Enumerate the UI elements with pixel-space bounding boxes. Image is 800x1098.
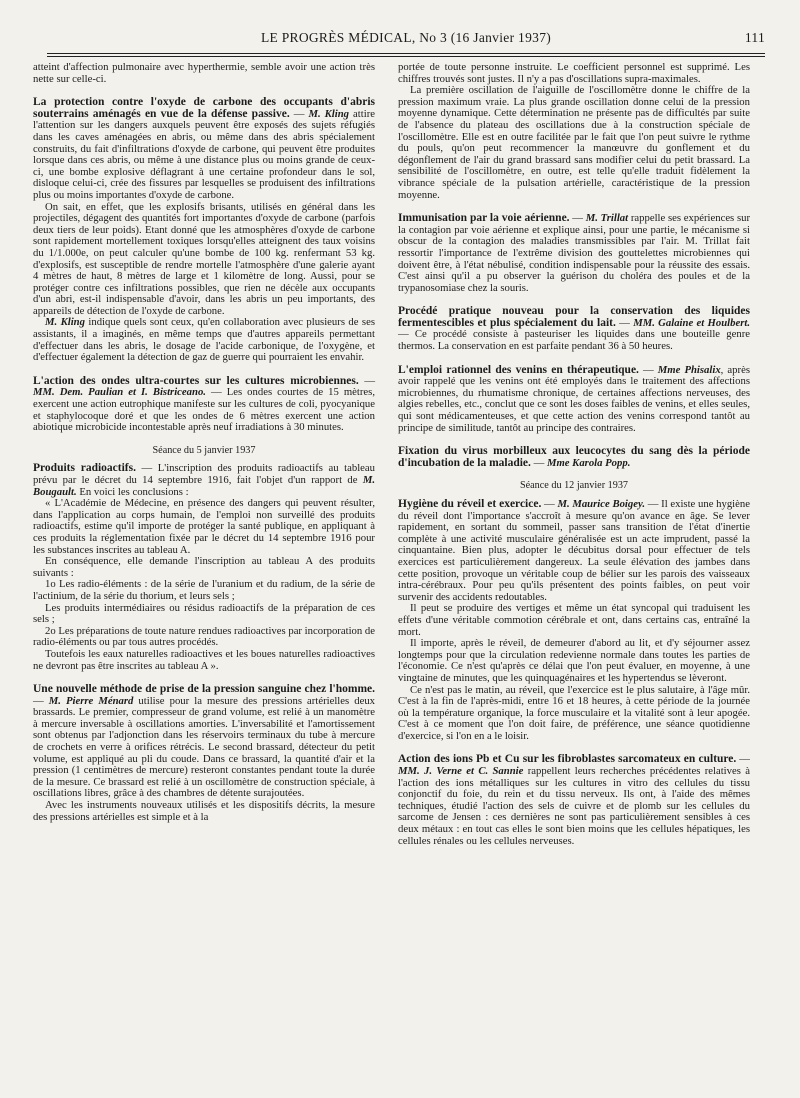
paragraph: Il peut se produire des vertiges et même un état syncopal qui traduisent les effets d'une véritable commotion cérébrale et ont, dans certains cas, entraîné la mort.	[398, 602, 750, 638]
article-heading: L'emploi rationnel des venins en thérapeutique.	[398, 363, 639, 376]
article-venins: L'emploi rationnel des venins en thérapeutique. — Mme Phisalix, après avoir rappelé que les venins ont été employés dans le traitement des affections microbiennes, du rhumatisme chronique, de certaines affections nerveuses, des algies rebelles, etc., conclut que ce sont les doses faibles de venins, et elles seules, qui sont médicamenteuses, et que cette action des venins correspond tantôt au principe de similitude, tantôt au principe des contraires.	[398, 363, 750, 434]
list-item: 2o Les préparations de toute nature rendues radioactives par incorporation de radio-éléments ou par tous autres procédés.	[33, 624, 375, 649]
author-name: M. Kling	[45, 316, 85, 329]
right-column	[398, 62, 750, 847]
paragraph: En voici les conclusions :	[76, 485, 189, 498]
running-header	[47, 30, 765, 50]
paragraph: La première oscillation de l'aiguille de l'oscillomètre donne le chiffre de la pression maximum vraie. La plus grande oscillation donne celui de la pression moyenne dynamique. Cette détermination ne présente pas de difficultés par suite de l'absence du plateau des oscillations due à la construction spéciale de l'oscillomètre. Elle est en outre facilitée par le fait que l'on peut suivre le rythme du pouls, qu'on peut recommencer la manœuvre du gonflement et du dégonflement de l'air du grand brassard sans modifier celui du petit brassard. La sensibilité de l'oscillomètre, en outre, est telle qu'elle traduit fidèlement la vibrance spéciale de la pulsation artérielle, caractéristique de la pression moyenne.	[398, 84, 750, 201]
paragraph: Il importe, après le réveil, de demeurer d'abord au lit, et d'y séjourner assez longtemps pour que la circulation redevienne normale dans toutes les parties de l'économie. Ce n'est qu'après ce délai que l'on peut évaluer, en moyenne, à une vingtaine de minutes, que les quinquagénaires et les hypertendus se lèveront.	[398, 637, 750, 684]
paragraph: , après avoir rappelé que les venins ont été employés dans le traitement des affections microbiennes, du rhumatisme chronique, de certaines affections nerveuses, des algies rebelles, etc., conclut que ce sont les doses faibles de venins, et elles seules, qui sont médicamenteuses, et que cette action des venins correspond tantôt au principe de similitude, tantôt au principe des contraires.	[398, 363, 750, 434]
paragraph: rappelle ses expériences sur la contagion par voie aérienne et explique ainsi, pour une partie, le mécanisme si obscur de la contagion des maladies transmissibles par l'air. M. Trillat fait ressortir l'importance de l'extrême division des gouttelettes microbiennes qui doivent être, à l'état nébulisé, condition indispensable pour la réussite des essais. C'est ainsi qu'il a pu observer la guérison du choléra des poules et de la trypanosomiase chez la souris.	[398, 212, 751, 294]
article-kling: La protection contre l'oxyde de carbone des occupants d'abris souterrains aménagés en vue de la défense passive. — M. Kling attire l'attention sur les dangers auxquels peuvent être exposés des sujets réfugiés dans les caves aménagées en abris, ou même dans des abris spécialement construits, du fait d'infiltrations d'oxyde de carbone, qui peuvent être produites lorsque dans ces abris, ou même à une distance plus ou moins grande de ceux-ci, une bombe explosive déflagrant à une certaine profondeur dans le sol, disloque celui-ci, crée des fissures par lesquelles se produisent des infiltrations plus ou moins importantes d'oxyde de carbone.	[33, 96, 376, 201]
author-name: M. Maurice Boigey.	[557, 498, 646, 510]
article-heading: Fixation du virus morbilleux aux leucocytes du sang dès la période d'incubation de la maladie.	[398, 445, 750, 469]
author-name: M. Pierre Ménard	[48, 694, 134, 707]
paragraph: rappellent leurs recherches précédentes relatives à l'action des ions métalliques sur les cultures in vitro des cellules du tissu conjonctif du foie, du rein et du tissu nerveux. Ils ont, à l'aide des mêmes techniques, étudié l'action des sels de cuivre et de plomb sur les cellules du sarcome de Jensen : ces dernières ne sont pas particulièrement sensibles à ces deux métaux : en tout cas elles le sont bien moins que les cellules hépatiques, les cellules rénales ou les cellules nerveuses.	[398, 765, 750, 847]
article-hygiene: Hygiène du réveil et exercice. — M. Maurice Boigey. — Il existe une hygiène du réveil dont l'importance s'accroît à mesure qu'on avance en âge. Se lever rapidement, en sortant du sommeil, passer sans transition de l'état d'inertie complète à une activité musculaire généralisée est un acte imprudent, passé la cinquantaine. Bien plus, adopter le décubitus dorsal pour effectuer de tels exercices est particulièrement dangereux. La seule élévation des jambes dans cette position, provoque un véritable coup de bélier sur les parois des vaisseaux intra-cérébraux. Pour peu qu'ils présentent des points faibles, on peut voir survenir des accidents redoutables.	[398, 498, 750, 603]
paragraph: En conséquence, elle demande l'inscription au tableau A des produits suivants :	[33, 555, 375, 579]
paragraph: — Ce procédé consiste à pasteuriser les liquides dans une bouteille genre thermos. La conservation en est parfaite pendant 36 à 50 heures.	[398, 328, 750, 353]
article-heading: Une nouvelle méthode de prise de la pression sanguine chez l'homme.	[33, 683, 375, 696]
article-heading: Produits radioactifs.	[33, 462, 136, 475]
article-virus: Fixation du virus morbilleux aux leucocytes du sang dès la période d'incubation de la maladie. — Mme Karola Popp.	[398, 445, 750, 469]
paragraph: indique quels sont ceux, qu'en collaboration avec plusieurs de ses assistants, il a imaginés, en même temps que d'autres appareils permettant d'effectuer dans les abris, le dosage de l'acide carbonique, de l'oxygène, et d'effectuer également la détection de gaz de guerre qui pourraient les envahir.	[33, 316, 375, 364]
author-name: M. Trillat	[585, 212, 629, 225]
list-item: Les produits intermédiaires ou résidus radioactifs de la préparation de ces sels ;	[33, 601, 375, 626]
article-ions: Action des ions Pb et Cu sur les fibroblastes sarcomateux en culture. — MM. J. Verne et C. Sannie rappellent leurs recherches précédentes relatives à l'action des ions métalliques sur les cultures in vitro des cellules du tissu conjonctif du foie, du rein et du tissu nerveux. Ils ont, à l'aide des mêmes techniques, étudié l'action des sels de cuivre et de plomb sur les cellules du sarcome de Jensen : ces dernières ne sont pas particulièrement sensibles à ces deux métaux : en tout cas elles le sont bien moins que les cellules hépatiques, les cellules rénales ou les cellules nerveuses.	[398, 753, 750, 847]
article-heading: Procédé pratique nouveau pour la conservation des liquides fermentescibles et plus spécialement du lait.	[398, 305, 750, 329]
article-pression: Une nouvelle méthode de prise de la pression sanguine chez l'homme. — M. Pierre Ménard utilise pour la mesure des pressions artérielles deux brassards. Le premier, compresseur de grand volume, est relié à un manomètre à mercure inversable à oscillations amorties. L'inversabilité et l'amortissement sont obtenus par l'adjonction dans les réservoirs terminaux du tube à mercure de crochets en verre à orifices rétrécis. Le second brassard, détecteur du petit volume, est appliqué au pli du coude. Dans ce brassard, la quantité d'air et la pression (1 centimètres de mercure) resteront constantes pendant toute la durée de la mesure. Ce brassard est relié à un oscillomètre de construction spéciale, à oscillations libres, grâce à des chambres de détente surajoutées.	[33, 683, 376, 800]
article-ondes: L'action des ondes ultra-courtes sur les cultures microbiennes. — MM. Dem. Paulian et I. Bistriceano. — Les ondes courtes de 15 mètres, exercent une action eutrophique manifeste sur les cultures de coli, pyocyanique et staphylocoque doré et que les ondes de 6 mètres exercent une action abiotique microbicide incontestable après neuf irradiations à 30 minutes.	[33, 374, 375, 434]
quote: « L'Académie de Médecine, en présence des dangers qui peuvent résulter, dans l'application au corps humain, de l'emploi non surveillé des produits radioactifs, estime qu'il importe de protéger la santé publique, en appliquant à ces produits la réglementation fixée par le décret du 14 septembre 1916 pour les substances inscrites au tableau A.	[33, 497, 375, 556]
header-rule-top	[47, 53, 765, 54]
page-number: 111	[744, 30, 765, 45]
article-heading: Immunisation par la voie aérienne.	[398, 212, 570, 225]
author-name: MM. J. Verne et C. Sannie	[398, 765, 524, 778]
header-rule-bottom	[47, 56, 765, 57]
author-name: M. Bougault.	[33, 474, 375, 498]
article-heading: Hygiène du réveil et exercice.	[398, 498, 542, 510]
article-heading: La protection contre l'oxyde de carbone des occupants d'abris souterrains aménagés en vue de la défense passive.	[33, 96, 375, 120]
list-item: 1o Les radio-éléments : de la série de l'uranium et du radium, de la série de l'actinium, de la série du thorium, et leurs sels ;	[33, 578, 375, 602]
paragraph: On sait, en effet, que les explosifs brisants, utilisés en général dans les projectiles, dégagent des quantités fort importantes d'oxyde de carbone (parfois deux tiers de leur poids). Etant donné que les atmosphères d'oxyde de carbone sont rapidement mortellement toxiques lorsqu'elles atteignent des taux voisins du 1/1.000e, on peut calculer qu'une bombe de 100 kg. renfermant 53 kg. d'explosifs, est susceptible de rendre mortelle l'atmosphère d'une galerie ayant 4 mètres de haut, 8 mètres de large et 1 kilomètre de long. Aussi, pour se protéger contre ces infiltrations possibles, que rien ne décèle aux occupants d'un abri, est-il indispensable d'avoir, dans les abris un peu importants, des appareils de détection de l'oxyde de carbone.	[33, 200, 375, 317]
article-immunisation: Immunisation par la voie aérienne. — M. Trillat rappelle ses expériences sur la contagion par voie aérienne et explique ainsi, pour une partie, le mécanisme si obscur de la contagion des maladies transmissibles par l'air. M. Trillat fait ressortir l'importance de l'extrême division des gouttelettes microbiennes qui doivent être, à l'état nébulisé, condition indispensable pour la réussite des essais. C'est ainsi qu'il a pu observer la guérison du choléra des poules et de la trypanosomiase chez la souris.	[398, 212, 751, 294]
author-name: M. Kling	[308, 107, 350, 120]
article-procede: Procédé pratique nouveau pour la conservation des liquides fermentescibles et plus spécialement du lait. — MM. Galaine et Houlbert. — Ce procédé consiste à pasteuriser les liquides dans une bouteille genre thermos. La conservation en est parfaite pendant 36 à 50 heures.	[398, 305, 751, 353]
author-name: Mme Karola Popp.	[546, 456, 631, 469]
article-heading: Action des ions Pb et Cu sur les fibroblastes sarcomateux en culture.	[398, 753, 737, 766]
paragraph: — Il existe une hygiène du réveil dont l'importance s'accroît à mesure qu'on avance en âge. Se lever rapidement, en sortant du sommeil, passer sans transition de l'état d'inertie complète à une activité musculaire généralisée est un acte imprudent, passé la cinquantaine. Bien plus, adopter le décubitus dorsal pour effectuer de tels exercices est particulièrement dangereux. La seule élévation des jambes dans cette position, provoque un véritable coup de bélier sur les parois des vaisseaux intra-cérébraux. Pour peu qu'ils présentent des points faibles, on peut voir survenir des accidents redoutables.	[398, 498, 750, 603]
session-date: Séance du 5 janvier 1937	[152, 444, 256, 456]
paragraph: attire l'attention sur les dangers auxquels peuvent être exposés des sujets réfugiés dans les caves aménagées en abris, ou même dans des abris spécialement construits, du fait d'infiltrations d'oxyde de carbone, qui peuvent être produites lorsque dans ces abris, ou même à une distance plus ou moins grande de ceux-ci, une bombe explosive déflagrant à une certaine profondeur dans le sol, disloque celui-ci, crée des fissures par lesquelles se produisent des infiltrations plus ou moins importantes d'oxyde de carbone.	[33, 107, 376, 201]
paragraph-kling-2	[33, 317, 375, 363]
paragraph: Avec les instruments nouveaux utilisés et les dispositifs décrits, la mesure des pressions artérielles est simple et à la	[33, 799, 375, 823]
paragraph: — Les ondes courtes de 15 mètres, exercent une action eutrophique manifeste sur les cultures de coli, pyocyanique et staphylocoque doré et que les ondes de 6 mètres exercent une action abiotique microbicide incontestable après neuf irradiations à 30 minutes.	[33, 386, 375, 434]
paragraph: — L'inscription des produits radioactifs au tableau prévu par le décret du 14 septembre 1916, fait l'objet d'un rapport de	[33, 462, 375, 486]
paragraph: portée de toute personne instruite. Le coefficient personnel est supprimé. Les chiffres trouvés sont justes. Il n'y a pas d'oscillations supra-maximales.	[398, 61, 750, 85]
author-name: MM. Galaine et Houlbert.	[633, 316, 751, 329]
list-item: Toutefois les eaux naturelles radioactives et les boues naturelles radioactives ne devront pas être inscrites au tableau A ».	[33, 647, 375, 672]
journal-title: LE PROGRÈS MÉDICAL, No 3 (16 Janvier 1937)	[260, 30, 552, 45]
paragraph: Ce n'est pas le matin, au réveil, que l'exercice est le plus salutaire, à l'âge mûr. C'est à la fin de l'après-midi, entre 16 et 18 heures, à cette période de la journée où la température organique, la force musculaire et la vitalité sont à leur apogée. C'est à ce moment que l'on doit faire, de préférence, une séance quotidienne d'exercice, si l'on en a le loisir.	[398, 683, 750, 742]
paragraph: atteint d'affection pulmonaire avec hyperthermie, semble avoir une action très nette sur celle-ci.	[33, 61, 375, 85]
article-radioactifs	[33, 463, 375, 498]
session-date: Séance du 12 janvier 1937	[519, 480, 629, 492]
article-heading: L'action des ondes ultra-courtes sur les cultures microbiennes.	[33, 374, 359, 387]
author-name: MM. Dem. Paulian et I. Bistriceano.	[33, 386, 206, 399]
author-name: Mme Phisalix	[657, 363, 721, 376]
paragraph: utilise pour la mesure des pressions artérielles deux brassards. Le premier, compresseur de grand volume, est relié à un manomètre à mercure inversable à oscillations amorties. L'inversabilité et l'amortissement sont obtenus par l'adjonction dans les réservoirs terminaux du tube à mercure de crochets en verre à orifices rétrécis. Le second brassard, détecteur du petit volume, est appliqué au pli du coude. Dans ce brassard, la quantité d'air et la pression (1 centimètres de mercure) resteront constantes pendant toute la durée de la mesure. Ce brassard est relié à un oscillomètre de construction spéciale, à oscillations libres, grâce à des chambres de détente surajoutées.	[33, 694, 376, 800]
left-column	[33, 62, 375, 823]
